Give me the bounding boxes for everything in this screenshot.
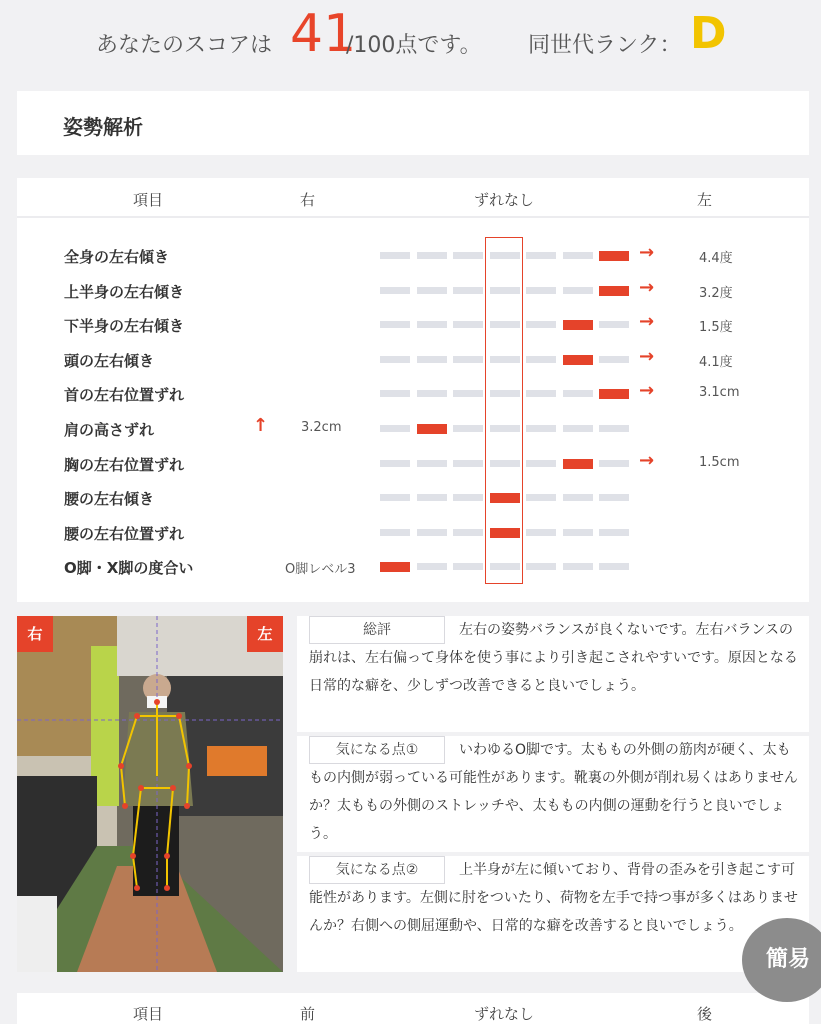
level-segment bbox=[599, 356, 629, 363]
arrow-right-icon: → bbox=[639, 242, 655, 263]
score-suffix: /100点です。 bbox=[346, 33, 482, 58]
row-value: 3.2度 bbox=[699, 285, 733, 301]
level-segment bbox=[380, 287, 410, 294]
level-segment-active bbox=[417, 424, 447, 434]
level-segment bbox=[563, 529, 593, 536]
comment-point-1-label: 気になる点① bbox=[309, 736, 445, 764]
photo-tag-right: 右 bbox=[17, 616, 53, 652]
arrow-up-icon: ↑ bbox=[253, 415, 269, 436]
row-value: 4.4度 bbox=[699, 251, 733, 266]
arrow-right-icon: → bbox=[639, 311, 655, 333]
level-segment bbox=[417, 529, 447, 536]
level-segment bbox=[380, 425, 410, 432]
arrow-right-icon: → bbox=[639, 449, 655, 471]
level-segment-active bbox=[490, 493, 520, 503]
level-segment bbox=[563, 390, 593, 397]
level-segment bbox=[417, 356, 447, 363]
level-segment bbox=[417, 563, 447, 570]
level-segment bbox=[380, 494, 410, 501]
level-segment bbox=[599, 563, 629, 570]
posture-table bbox=[17, 178, 809, 602]
level-segment bbox=[380, 529, 410, 536]
photo-illustration bbox=[17, 616, 283, 972]
row-label: 頭の左右傾き bbox=[64, 351, 155, 370]
level-segment bbox=[526, 563, 556, 570]
section-title-card bbox=[17, 91, 809, 155]
level-segment bbox=[417, 252, 447, 259]
row-label: 下半身の左右傾き bbox=[64, 317, 185, 336]
level-segment bbox=[453, 252, 483, 259]
level-segment bbox=[526, 356, 556, 363]
level-segment bbox=[526, 494, 556, 501]
level-segment bbox=[563, 287, 593, 294]
level-segment bbox=[453, 563, 483, 570]
level-segment bbox=[417, 460, 447, 467]
comment-point-1-text: いわゆるO脚です。太ももの外側の筋肉が硬く、太ももの内側が弱っている可能性があります。靴裏の外側が削れ易くはありませんか？太ももの外側のストレッチや、太ももの内側の運動を行うと良いでしょう。 bbox=[309, 742, 798, 842]
photo-tag-left: 左 bbox=[247, 616, 283, 652]
level-segment bbox=[526, 529, 556, 536]
level-segment bbox=[417, 494, 447, 501]
comment-point-2-text: 上半身が左に傾いており、背骨の歪みを引き起こす可能性があります。左側に肘をついたり、荷物を左手で持つ事が多くはありませんか？右側への側屈運動や、日常的な癖を改善すると良いでしょう。 bbox=[309, 862, 798, 934]
comment-point-2 bbox=[297, 856, 809, 972]
row-value: 1.5cm bbox=[699, 454, 740, 470]
level-segment bbox=[453, 425, 483, 432]
header2-front: 前 bbox=[300, 1005, 316, 1023]
header2-no-shift: ずれなし bbox=[474, 1005, 535, 1023]
row-label: 上半身の左右傾き bbox=[64, 282, 185, 301]
score-value: 41 bbox=[290, 4, 357, 64]
level-segment bbox=[380, 252, 410, 259]
level-segment bbox=[526, 390, 556, 397]
level-segment-active bbox=[599, 251, 629, 261]
header-right: 右 bbox=[300, 191, 316, 209]
level-segment bbox=[380, 460, 410, 467]
header2-back: 後 bbox=[697, 1005, 713, 1023]
row-label: O脚・X脚の度合い bbox=[64, 559, 194, 578]
level-segment bbox=[526, 321, 556, 328]
level-segment bbox=[563, 494, 593, 501]
level-segment bbox=[417, 287, 447, 294]
level-segment-active bbox=[563, 459, 593, 469]
arrow-right-icon: → bbox=[639, 345, 655, 367]
rank-value: D bbox=[690, 8, 727, 59]
level-segment-active bbox=[599, 389, 629, 399]
row-value: O脚レベル3 bbox=[285, 562, 356, 578]
row-label: 全身の左右傾き bbox=[64, 248, 170, 266]
level-segment bbox=[380, 356, 410, 363]
level-segment bbox=[490, 563, 520, 570]
row-value: 1.5度 bbox=[699, 320, 733, 336]
level-segment bbox=[453, 494, 483, 501]
comment-summary-text: 左右の姿勢バランスが良くないです。左右バランスの崩れは、左右偏って身体を使う事により引き起こされやすいです。原因となる日常的な癖を、少しずつ改善できると良いでしょう。 bbox=[309, 622, 798, 694]
level-segment-active bbox=[563, 355, 593, 365]
level-segment bbox=[453, 287, 483, 294]
level-segment bbox=[563, 425, 593, 432]
comment-point-2-label: 気になる点② bbox=[309, 856, 445, 884]
level-segment bbox=[599, 321, 629, 328]
level-segment bbox=[490, 321, 520, 328]
level-segment bbox=[563, 563, 593, 570]
level-segment bbox=[490, 425, 520, 432]
level-segment bbox=[490, 460, 520, 467]
level-segment bbox=[490, 390, 520, 397]
header2-item: 項目 bbox=[133, 1005, 164, 1023]
level-segment bbox=[380, 321, 410, 328]
level-segment bbox=[380, 390, 410, 397]
posture-photo bbox=[17, 616, 283, 972]
level-segment bbox=[526, 425, 556, 432]
level-segment bbox=[453, 356, 483, 363]
level-segment-active bbox=[599, 286, 629, 296]
header-no-shift: ずれなし bbox=[474, 191, 535, 209]
header-item: 項目 bbox=[133, 191, 164, 209]
row-label: 首の左右位置ずれ bbox=[64, 386, 185, 405]
level-segment bbox=[490, 356, 520, 363]
level-segment bbox=[599, 425, 629, 432]
row-value: 3.1cm bbox=[699, 385, 740, 401]
level-segment bbox=[526, 460, 556, 467]
arrow-right-icon: → bbox=[639, 276, 655, 298]
comment-summary bbox=[297, 616, 809, 732]
row-label: 腰の左右傾き bbox=[64, 490, 155, 509]
rank-label: 同世代ランク： bbox=[528, 33, 682, 58]
posture-table-header bbox=[17, 178, 809, 218]
arrow-right-icon: → bbox=[639, 380, 655, 402]
level-segment bbox=[599, 460, 629, 467]
level-segment-active bbox=[490, 528, 520, 538]
comment-point-1 bbox=[297, 736, 809, 852]
row-label: 肩の高さずれ bbox=[64, 421, 155, 439]
level-segment bbox=[453, 460, 483, 467]
level-segment-active bbox=[563, 320, 593, 330]
level-segment-active bbox=[380, 562, 410, 572]
header-left: 左 bbox=[697, 191, 713, 209]
level-segment bbox=[599, 494, 629, 501]
row-label: 胸の左右位置ずれ bbox=[64, 455, 185, 474]
level-segment bbox=[490, 252, 520, 259]
simple-mode-button[interactable]: 簡易 bbox=[742, 918, 821, 1002]
level-segment bbox=[599, 529, 629, 536]
level-segment bbox=[563, 252, 593, 259]
row-label: 腰の左右位置ずれ bbox=[64, 524, 185, 543]
row-value: 3.2cm bbox=[301, 420, 342, 435]
level-segment bbox=[526, 252, 556, 259]
level-segment bbox=[453, 321, 483, 328]
score-header bbox=[0, 0, 821, 80]
row-value: 4.1度 bbox=[699, 354, 733, 370]
level-segment bbox=[453, 529, 483, 536]
comment-summary-label: 総評 bbox=[309, 616, 445, 644]
level-segment bbox=[417, 321, 447, 328]
level-segment bbox=[453, 390, 483, 397]
section-title: 姿勢解析 bbox=[63, 115, 143, 139]
score-prefix: あなたのスコアは bbox=[96, 33, 273, 58]
level-segment bbox=[417, 390, 447, 397]
front-back-table-header bbox=[17, 993, 809, 1024]
level-segment bbox=[526, 287, 556, 294]
level-segment bbox=[490, 287, 520, 294]
